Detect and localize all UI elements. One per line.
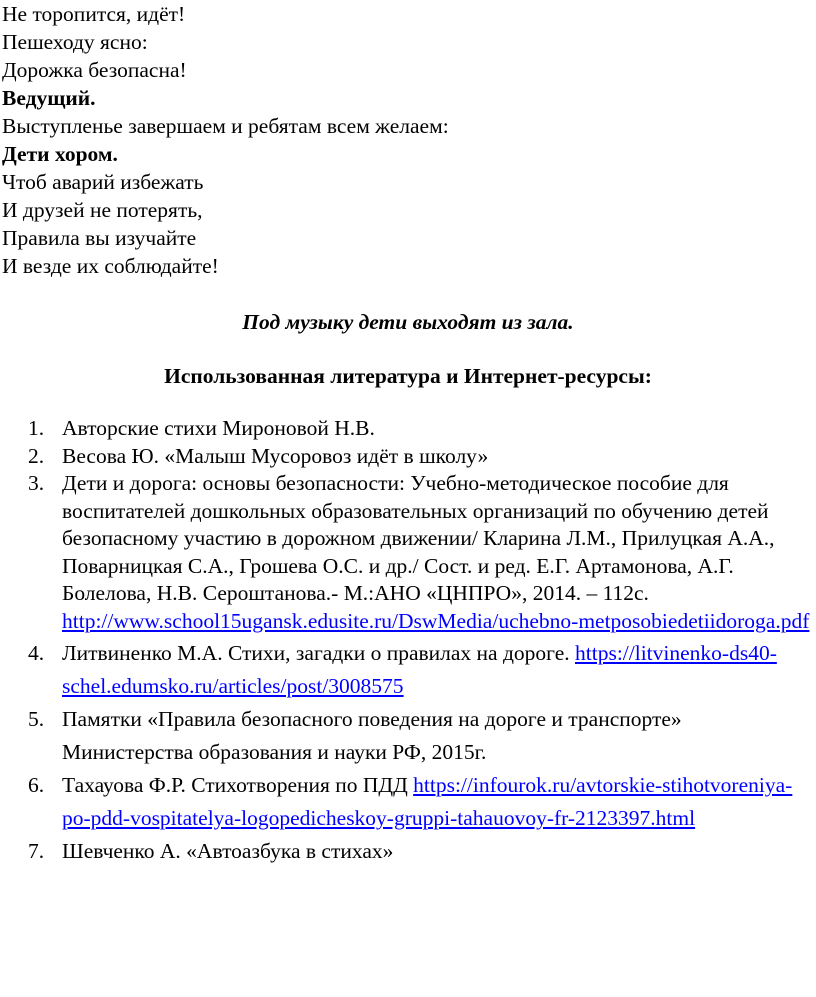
- reference-item: [0, 769, 816, 835]
- verse-block: [2, 0, 802, 280]
- references-list: [0, 415, 816, 868]
- references-heading: Использованная литература и Интернет-ресурсы:: [164, 364, 652, 388]
- reference-number: 4.: [28, 641, 45, 665]
- verse-line: Выступленье завершаем и ребятам всем желаем:: [2, 114, 449, 138]
- reference-number: 1.: [28, 416, 45, 440]
- reference-item: [0, 703, 816, 769]
- verse-line: Пешеходу ясно:: [2, 30, 148, 54]
- reference-text: Авторские стихи Мироновой Н.В.: [62, 416, 375, 440]
- verse-line: Правила вы изучайте: [2, 226, 197, 250]
- reference-number: 5.: [28, 707, 45, 731]
- verse-line: Чтоб аварий избежать: [2, 170, 204, 194]
- reference-text: Шевченко А. «Автоазбука в стихах»: [62, 839, 394, 863]
- reference-text: Весова Ю. «Малыш Мусоровоз идёт в школу»: [62, 443, 489, 468]
- reference-item: [0, 637, 816, 703]
- reference-number: 6.: [28, 773, 45, 797]
- reference-link[interactable]: https://infourok.ru/avtorskie-stihotvoreniya-po-pdd-vospitatelya-logopedicheskoy-gruppi-tahauovoy-fr-2123397.html: [62, 773, 793, 830]
- reference-text: Дети и дорога: основы безопасности: Учебно-методическое пособие для воспитателей дошкольных образовательных организаций по обучению детей безопасному участию в дорожном движении/ Кларина Л.М., Прилуцкая А.А., Поварницкая С.А., Грошева О.С. и др./ Сост. и ред. Е.Г. Артамонова, А.Г. Болелова, Н.В. Сероштанова.- М.:АНО «ЦНПРО», 2014. – 112с.: [62, 471, 775, 605]
- reference-link[interactable]: http://www.school15ugansk.edusite.ru/DswMedia/uchebno-metposobiedetiidoroga.pdf: [62, 608, 810, 633]
- verse-line: Не торопится, идёт!: [2, 2, 186, 26]
- reference-text: Литвиненко М.А. Стихи, загадки о правилах на дороге.: [62, 641, 575, 665]
- reference-number: 2.: [28, 443, 45, 468]
- verse-line: Дорожка безопасна!: [2, 58, 187, 82]
- reference-item: [0, 415, 816, 443]
- reference-link[interactable]: https://litvinenko-ds40-schel.edumsko.ru/articles/post/3008575: [62, 641, 777, 698]
- reference-item: [0, 470, 816, 635]
- reference-item: [0, 835, 816, 868]
- verse-line: И везде их соблюдайте!: [2, 254, 219, 278]
- verse-line: И друзей не потерять,: [2, 198, 203, 222]
- reference-text: Памятки «Правила безопасного поведения на дороге и транспорте» Министерства образования и науки РФ, 2015г.: [62, 707, 682, 764]
- reference-number: 7.: [28, 839, 45, 863]
- reference-number: 3.: [28, 471, 45, 495]
- stage-direction: Под музыку дети выходят из зала.: [242, 310, 574, 334]
- speaker-label: Дети хором.: [2, 142, 118, 166]
- reference-item: [0, 443, 816, 471]
- reference-text: Тахауова Ф.Р. Стихотворения по ПДД: [62, 773, 414, 797]
- speaker-label: Ведущий.: [2, 86, 96, 110]
